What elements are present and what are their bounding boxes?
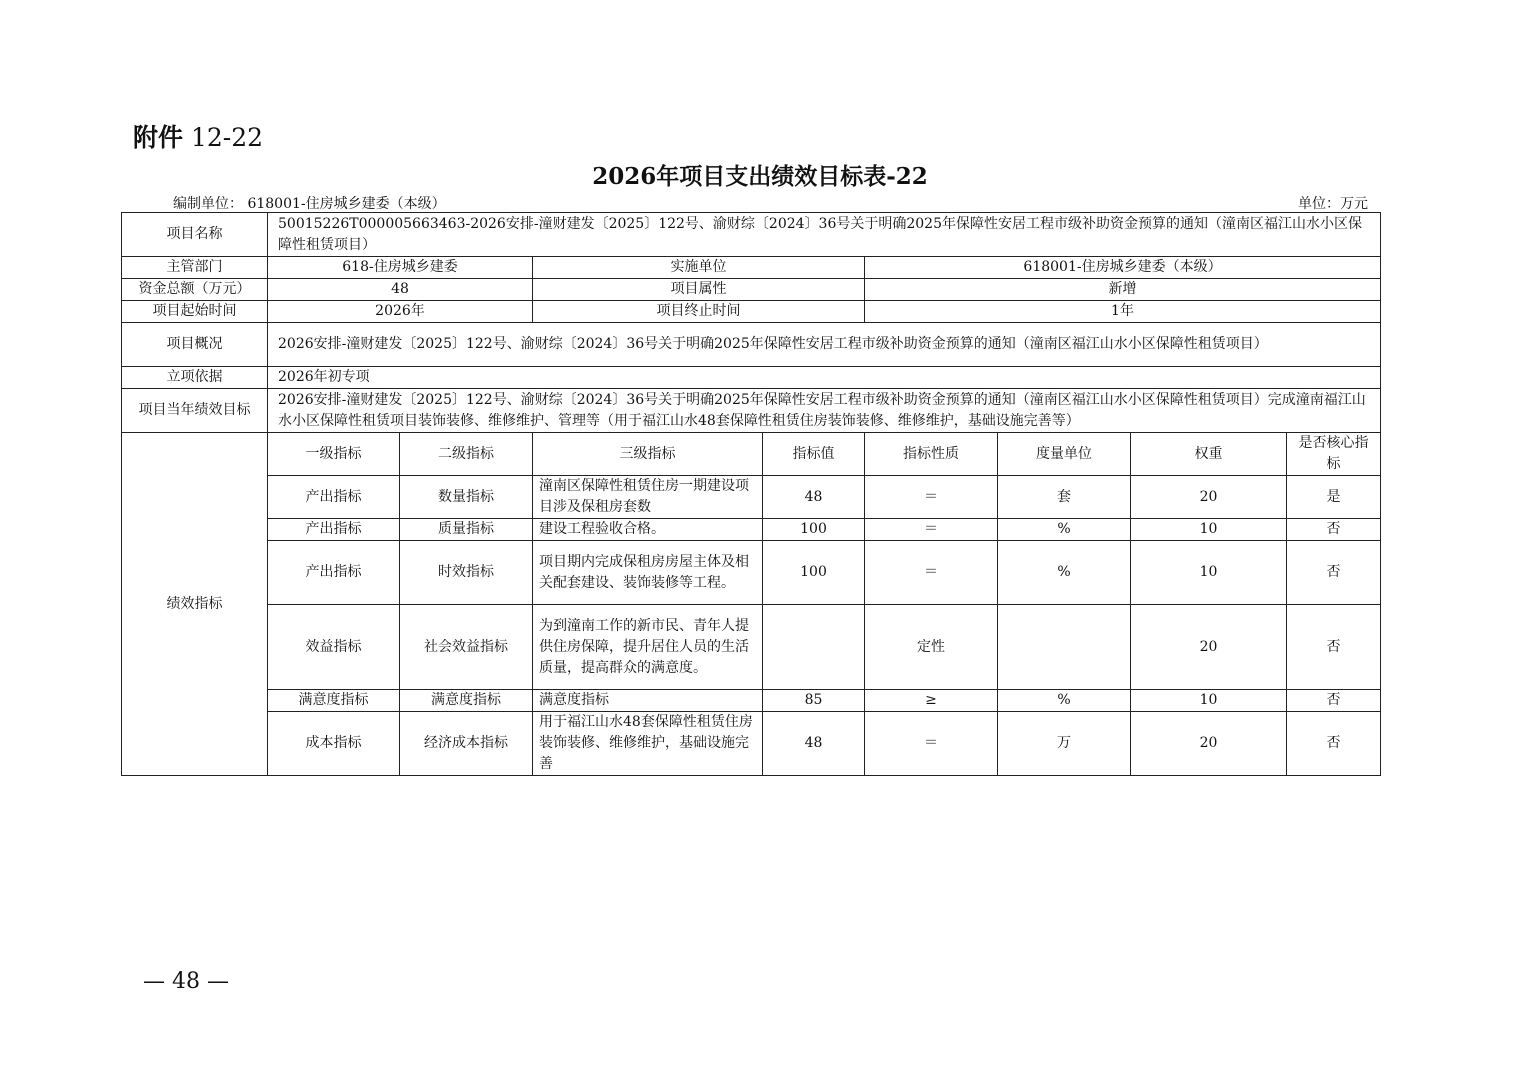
unit-cell: %	[998, 519, 1131, 541]
nature-cell: ＝	[865, 476, 998, 519]
dept-row	[122, 257, 1381, 279]
level3-cell: 潼南区保障性租赁住房一期建设项目涉及保租房套数	[533, 476, 763, 519]
level2-cell: 满意度指标	[400, 690, 533, 712]
project-name-label: 项目名称	[122, 213, 268, 257]
header-cell: 指标值	[763, 433, 865, 476]
end-label: 项目终止时间	[533, 301, 865, 323]
goal-value: 2026安排-潼财建发〔2025〕122号、渝财综〔2024〕36号关于明确2025年保障性安居工程市级补助资金预算的通知（潼南区福江山水小区保障性租赁项目）完成潼南福江山水小区保障性租赁项目装饰装修、维修维护、管理等（用于福江山水48套保障性租赁住房装饰装修、维修维护，基础设施完善等）	[268, 389, 1381, 433]
attachment-number: 12-22	[190, 123, 264, 152]
value-cell: 85	[763, 690, 865, 712]
impl-value: 618001-住房城乡建委（本级）	[865, 257, 1381, 279]
core-cell: 否	[1287, 605, 1381, 690]
header-cell: 三级指标	[533, 433, 763, 476]
level3-cell: 满意度指标	[533, 690, 763, 712]
org-label: 编制单位：	[173, 196, 243, 212]
attr-value: 新增	[865, 279, 1381, 301]
core-cell: 否	[1287, 541, 1381, 605]
fund-value: 48	[268, 279, 533, 301]
header-cell: 指标性质	[865, 433, 998, 476]
project-name-row	[122, 213, 1381, 257]
nature-cell: ＝	[865, 541, 998, 605]
value-cell: 48	[763, 476, 865, 519]
unit-cell: %	[998, 541, 1131, 605]
core-cell: 否	[1287, 712, 1381, 776]
goal-label: 项目当年绩效目标	[122, 389, 268, 433]
unit-cell	[998, 605, 1131, 690]
header-cell: 是否核心指标	[1287, 433, 1381, 476]
start-label: 项目起始时间	[122, 301, 268, 323]
level1-cell: 成本指标	[268, 712, 400, 776]
value-cell: 48	[763, 712, 865, 776]
level1-cell: 满意度指标	[268, 690, 400, 712]
attachment-prefix: 附件	[133, 123, 184, 152]
project-name-value: 50015226T000005663463-2026安排-潼财建发〔2025〕122号、渝财综〔2024〕36号关于明确2025年保障性安居工程市级补助资金预算的通知（潼南区福江山水小区保障性租赁项目）	[268, 213, 1381, 257]
nature-cell: 定性	[865, 605, 998, 690]
overview-value: 2026安排-潼财建发〔2025〕122号、渝财综〔2024〕36号关于明确2025年保障性安居工程市级补助资金预算的通知（潼南区福江山水小区保障性租赁项目）	[268, 323, 1381, 367]
unit-cell: 套	[998, 476, 1131, 519]
unit-cell: %	[998, 690, 1131, 712]
level2-cell: 质量指标	[400, 519, 533, 541]
dept-label: 主管部门	[122, 257, 268, 279]
table-row	[122, 690, 1381, 712]
nature-cell: ≥	[865, 690, 998, 712]
header-cell: 权重	[1131, 433, 1287, 476]
weight-cell: 20	[1131, 476, 1287, 519]
level2-cell: 经济成本指标	[400, 712, 533, 776]
level3-cell: 建设工程验收合格。	[533, 519, 763, 541]
time-row	[122, 301, 1381, 323]
level2-cell: 时效指标	[400, 541, 533, 605]
perf-header-row	[122, 433, 1381, 476]
perf-label: 绩效指标	[122, 433, 268, 776]
basis-row	[122, 367, 1381, 389]
level1-cell: 产出指标	[268, 519, 400, 541]
table-row	[122, 476, 1381, 519]
value-cell	[763, 605, 865, 690]
performance-table	[121, 212, 1381, 776]
level3-cell: 为到潼南工作的新市民、青年人提供住房保障，提升居住人员的生活质量，提高群众的满意度。	[533, 605, 763, 690]
level1-cell: 产出指标	[268, 541, 400, 605]
table-row	[122, 712, 1381, 776]
header-cell: 度量单位	[998, 433, 1131, 476]
dept-value: 618-住房城乡建委	[268, 257, 533, 279]
value-cell: 100	[763, 541, 865, 605]
weight-cell: 20	[1131, 712, 1287, 776]
end-value: 1年	[865, 301, 1381, 323]
attr-label: 项目属性	[533, 279, 865, 301]
level3-cell: 用于福江山水48套保障性租赁住房装饰装修、维修维护，基础设施完善	[533, 712, 763, 776]
level2-cell: 数量指标	[400, 476, 533, 519]
weight-cell: 10	[1131, 690, 1287, 712]
overview-row	[122, 323, 1381, 367]
fund-row	[122, 279, 1381, 301]
weight-cell: 10	[1131, 519, 1287, 541]
goal-row	[122, 389, 1381, 433]
level2-cell: 社会效益指标	[400, 605, 533, 690]
unit-label: 单位：万元	[1298, 196, 1368, 212]
level1-cell: 效益指标	[268, 605, 400, 690]
value-cell: 100	[763, 519, 865, 541]
fund-label: 资金总额（万元）	[122, 279, 268, 301]
attachment-label	[133, 118, 263, 154]
table-row	[122, 519, 1381, 541]
page-number: — 48 —	[143, 969, 229, 994]
impl-label: 实施单位	[533, 257, 865, 279]
header-cell: 二级指标	[400, 433, 533, 476]
nature-cell: ＝	[865, 712, 998, 776]
basis-value: 2026年初专项	[268, 367, 1381, 389]
table-row	[122, 605, 1381, 690]
overview-label: 项目概况	[122, 323, 268, 367]
core-cell: 否	[1287, 519, 1381, 541]
org-value: 618001-住房城乡建委（本级）	[247, 196, 446, 212]
core-cell: 否	[1287, 690, 1381, 712]
level3-cell: 项目期内完成保租房房屋主体及相关配套建设、装饰装修等工程。	[533, 541, 763, 605]
nature-cell: ＝	[865, 519, 998, 541]
start-value: 2026年	[268, 301, 533, 323]
weight-cell: 20	[1131, 605, 1287, 690]
page-title: 2026年项目支出绩效目标表-22	[592, 163, 928, 190]
table-row	[122, 541, 1381, 605]
weight-cell: 10	[1131, 541, 1287, 605]
basis-label: 立项依据	[122, 367, 268, 389]
org-line	[173, 193, 446, 213]
core-cell: 是	[1287, 476, 1381, 519]
unit-cell: 万	[998, 712, 1131, 776]
level1-cell: 产出指标	[268, 476, 400, 519]
header-cell: 一级指标	[268, 433, 400, 476]
